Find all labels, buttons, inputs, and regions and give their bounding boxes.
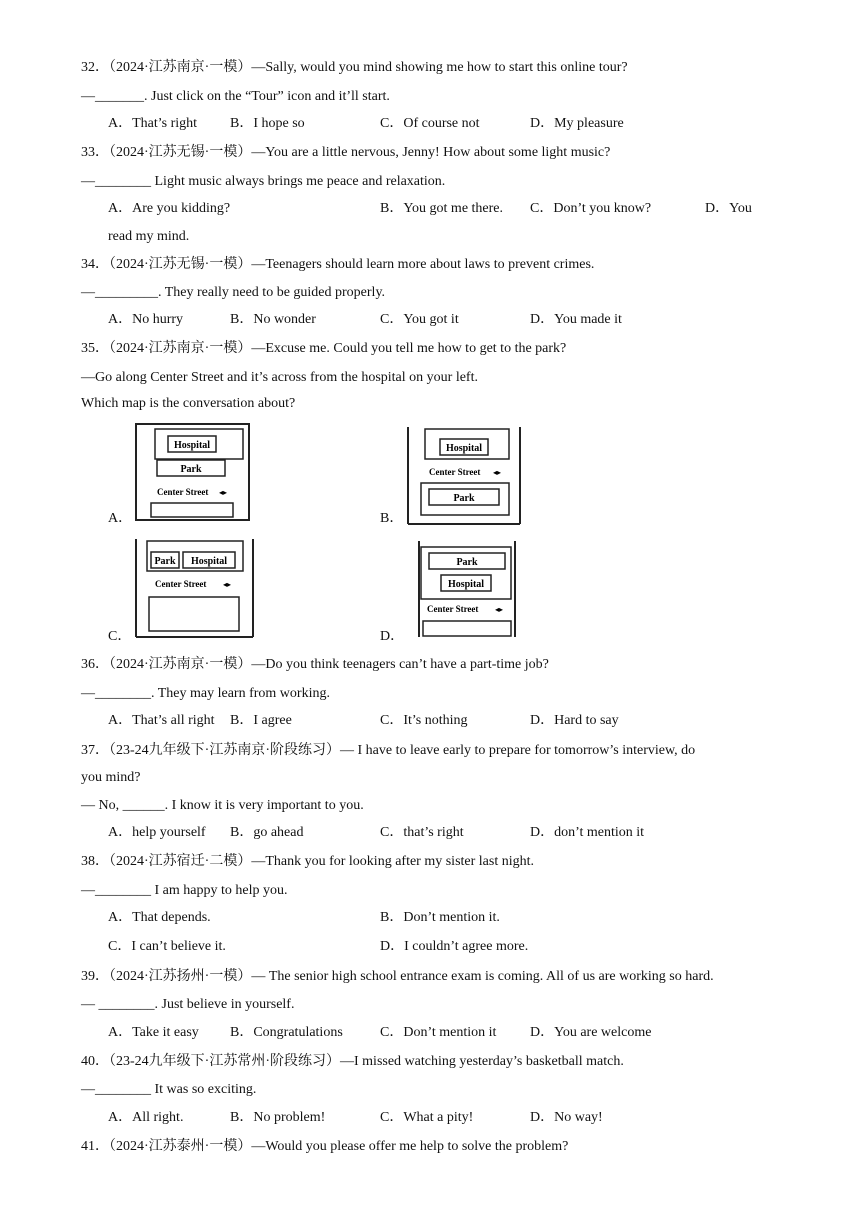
- option-d[interactable]: D．don’t mention it: [530, 825, 645, 840]
- option-b[interactable]: B．I hope so: [230, 116, 305, 131]
- option-c[interactable]: C．What a pity!: [380, 1110, 474, 1125]
- svg-text:Center Street: Center Street: [155, 579, 207, 589]
- question-38-reply: —________ I am happy to help you.: [81, 883, 288, 898]
- question-35-prompt: Which map is the conversation about?: [81, 396, 296, 411]
- question-39-stem: 39．（2024·江苏扬州·一模）— The senior high school entrance exam is coming. All of us are working so hard.: [81, 969, 714, 984]
- option-a[interactable]: A．No hurry: [108, 312, 184, 327]
- option-b[interactable]: B．Don’t mention it.: [380, 910, 500, 925]
- map-a-label[interactable]: A．: [108, 511, 133, 526]
- option-a[interactable]: A．All right.: [108, 1110, 184, 1125]
- option-d[interactable]: D．I couldn’t agree more.: [380, 939, 529, 954]
- question-37-stem-continued: you mind?: [81, 770, 141, 785]
- question-32-stem: 32．（2024·江苏南京·一模）—Sally, would you mind showing me how to start this online tour?: [81, 60, 628, 75]
- svg-text:Center Street: Center Street: [427, 604, 479, 614]
- option-b[interactable]: B．go ahead: [230, 825, 304, 840]
- svg-text:Park: Park: [453, 493, 475, 504]
- question-35-stem: 35．（2024·江苏南京·一模）—Excuse me. Could you tell me how to get to the park?: [81, 341, 567, 356]
- option-c[interactable]: C．You got it: [380, 312, 459, 327]
- option-c[interactable]: C．Of course not: [380, 116, 480, 131]
- question-37-stem: 37．（23-24九年级下·江苏南京·阶段练习）— I have to leave early to prepare for tomorrow’s interview, do: [81, 743, 696, 758]
- svg-text:Hospital: Hospital: [173, 440, 211, 451]
- option-d-continued: read my mind.: [108, 229, 190, 244]
- question-32-reply: —_______. Just click on the “Tour” icon and it’ll start.: [81, 89, 390, 104]
- question-33-stem: 33．（2024·江苏无锡·一模）—You are a little nervous, Jenny! How about some light music?: [81, 145, 611, 160]
- svg-text:Park: Park: [180, 464, 202, 475]
- option-b[interactable]: B．You got me there.: [380, 201, 504, 216]
- option-c[interactable]: C．Don’t mention it: [380, 1025, 497, 1040]
- question-40-stem: 40．（23-24九年级下·江苏常州·阶段练习）—I missed watching yesterday’s basketball match.: [81, 1054, 624, 1069]
- svg-text:Center Street: Center Street: [157, 487, 209, 497]
- map-b[interactable]: [407, 427, 522, 525]
- option-a[interactable]: A．That depends.: [108, 910, 211, 925]
- svg-text:Hospital: Hospital: [190, 556, 228, 567]
- svg-text:◂▸: ◂▸: [495, 605, 504, 614]
- map-d-label[interactable]: D．: [380, 629, 405, 644]
- svg-text:◂▸: ◂▸: [219, 488, 228, 497]
- map-c[interactable]: [135, 539, 255, 639]
- map-d[interactable]: [407, 541, 522, 639]
- map-b-label[interactable]: B．: [380, 511, 404, 526]
- option-d[interactable]: D．Hard to say: [530, 713, 619, 728]
- option-d[interactable]: D．You: [705, 201, 752, 216]
- map-c-label[interactable]: C．: [108, 629, 132, 644]
- option-a[interactable]: A．That’s all right: [108, 713, 215, 728]
- svg-text:Hospital: Hospital: [445, 443, 483, 454]
- option-a[interactable]: A．That’s right: [108, 116, 198, 131]
- option-c[interactable]: C．It’s nothing: [380, 713, 468, 728]
- question-36-reply: —________. They may learn from working.: [81, 686, 330, 701]
- svg-text:◂▸: ◂▸: [223, 580, 232, 589]
- option-b[interactable]: B．No problem!: [230, 1110, 326, 1125]
- question-33-reply: —________ Light music always brings me peace and relaxation.: [81, 174, 446, 189]
- svg-text:Park: Park: [154, 556, 176, 567]
- question-41-stem: 41．（2024·江苏泰州·一模）—Would you please offer me help to solve the problem?: [81, 1139, 569, 1154]
- map-a[interactable]: [135, 423, 250, 521]
- option-b[interactable]: B．No wonder: [230, 312, 316, 327]
- question-38-stem: 38．（2024·江苏宿迁·二模）—Thank you for looking after my sister last night.: [81, 854, 535, 869]
- option-b[interactable]: B．I agree: [230, 713, 292, 728]
- option-b[interactable]: B．Congratulations: [230, 1025, 343, 1040]
- option-d[interactable]: D．You are welcome: [530, 1025, 652, 1040]
- option-c[interactable]: C．Don’t you know?: [530, 201, 652, 216]
- question-40-reply: —________ It was so exciting.: [81, 1082, 257, 1097]
- question-35-reply: —Go along Center Street and it’s across from the hospital on your left.: [81, 370, 478, 385]
- svg-text:Park: Park: [456, 557, 478, 568]
- svg-text:◂▸: ◂▸: [493, 468, 502, 477]
- option-c[interactable]: C．I can’t believe it.: [108, 939, 226, 954]
- question-36-stem: 36．（2024·江苏南京·一模）—Do you think teenagers can’t have a part-time job?: [81, 657, 549, 672]
- option-d[interactable]: D．My pleasure: [530, 116, 624, 131]
- option-a[interactable]: A．Take it easy: [108, 1025, 199, 1040]
- question-34-stem: 34．（2024·江苏无锡·一模）—Teenagers should learn more about laws to prevent crimes.: [81, 257, 595, 272]
- option-d[interactable]: D．No way!: [530, 1110, 603, 1125]
- option-c[interactable]: C．that’s right: [380, 825, 464, 840]
- option-a[interactable]: A．Are you kidding?: [108, 201, 231, 216]
- question-39-reply: — ________. Just believe in yourself.: [81, 997, 295, 1012]
- question-37-reply: — No, ______. I know it is very important to you.: [81, 798, 364, 813]
- svg-text:Hospital: Hospital: [447, 579, 485, 590]
- option-d[interactable]: D．You made it: [530, 312, 622, 327]
- question-34-reply: —_________. They really need to be guided properly.: [81, 285, 386, 300]
- option-a[interactable]: A．help yourself: [108, 825, 206, 840]
- svg-text:Center Street: Center Street: [429, 467, 481, 477]
